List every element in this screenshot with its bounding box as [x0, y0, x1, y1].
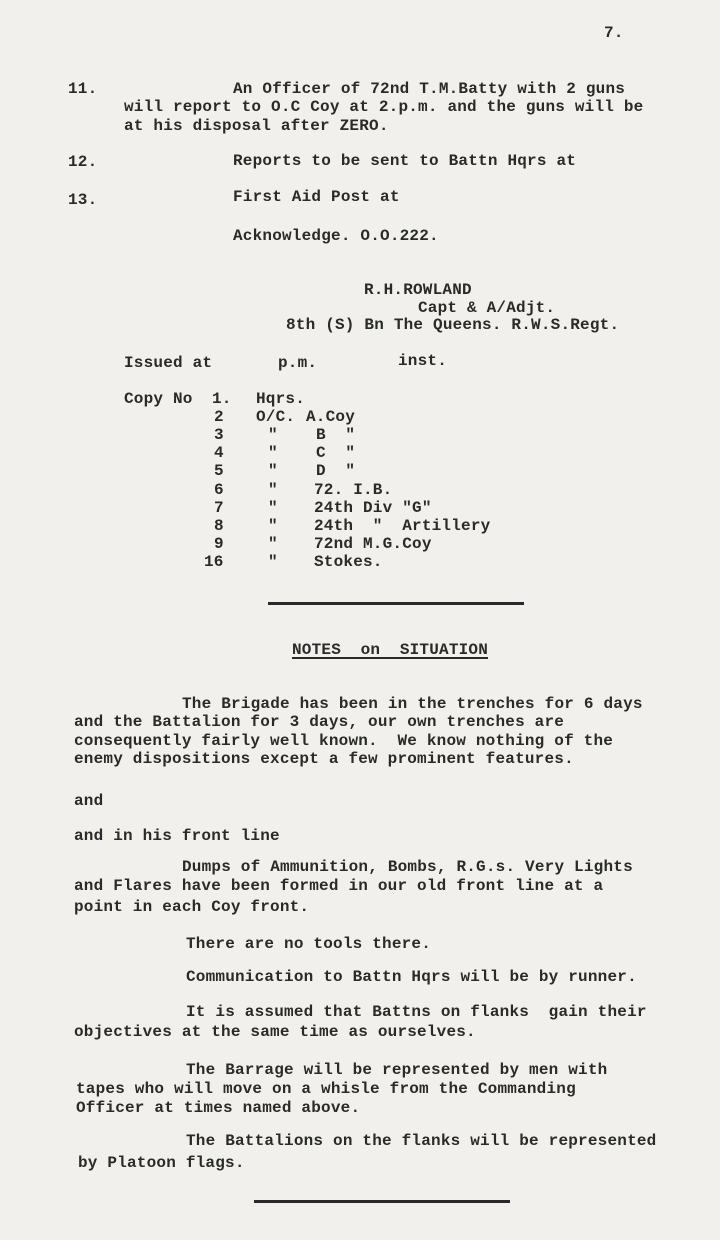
issued-label: Issued at — [124, 354, 213, 372]
copy-addressee: O/C. — [256, 408, 296, 426]
notes-line: and — [74, 792, 104, 810]
issued-pm: p.m. — [278, 354, 318, 372]
item-text: will report to O.C Coy at 2.p.m. and the guns will be — [124, 98, 644, 116]
copy-destination: 72nd M.G.Coy — [314, 535, 432, 553]
item-text: Reports to be sent to Battn Hqrs at — [233, 152, 577, 170]
item-number: 11. — [68, 80, 98, 98]
notes-paragraph: tapes who will move on a whisle from the Commanding — [76, 1080, 576, 1098]
copy-addressee: " — [268, 517, 278, 535]
signature-name: R.H.ROWLAND — [364, 281, 472, 299]
copy-addressee: " — [268, 426, 278, 444]
copy-number: 5 — [214, 462, 224, 480]
notes-paragraph: The Battalions on the flanks will be represented — [186, 1132, 657, 1150]
bottom-divider — [254, 1200, 510, 1203]
copy-number: 16 — [204, 553, 224, 571]
copy-destination: 72. I.B. — [314, 481, 393, 499]
notes-paragraph: Communication to Battn Hqrs will be by runner. — [186, 968, 637, 986]
notes-paragraph: by Platoon flags. — [78, 1154, 245, 1172]
copy-number: 6 — [214, 481, 224, 499]
copy-destination: A.Coy — [306, 408, 356, 426]
notes-line: and in his front line — [74, 827, 280, 845]
section-divider — [268, 602, 524, 605]
copy-label: Copy No — [124, 390, 193, 408]
copy-addressee: " — [268, 535, 278, 553]
signature-rank: Capt & A/Adjt. — [418, 299, 556, 317]
issued-inst: inst. — [398, 352, 448, 370]
item-number: 12. — [68, 153, 98, 171]
copy-destination: 24th " Artillery — [314, 517, 491, 535]
notes-paragraph: consequently fairly well known. We know nothing of the — [74, 732, 614, 750]
copy-addressee: " — [268, 481, 278, 499]
notes-paragraph: objectives at the same time as ourselves. — [74, 1023, 476, 1041]
notes-paragraph: and Flares have been formed in our old front line at a — [74, 877, 604, 895]
notes-paragraph: and the Battalion for 3 days, our own trenches are — [74, 713, 565, 731]
notes-paragraph: Officer at times named above. — [76, 1099, 361, 1117]
notes-paragraph: There are no tools there. — [186, 935, 432, 953]
item-text: at his disposal after ZERO. — [124, 117, 389, 135]
copy-number: 8 — [214, 517, 224, 535]
acknowledge-line: Acknowledge. O.O.222. — [233, 227, 439, 245]
copy-number: 3 — [214, 426, 224, 444]
copy-number: 1. — [212, 390, 232, 408]
notes-paragraph: It is assumed that Battns on flanks gain their — [186, 1003, 647, 1021]
page-number: 7. — [604, 24, 624, 42]
copy-destination: Hqrs. — [256, 390, 306, 408]
notes-paragraph: enemy dispositions except a few prominent features. — [74, 750, 574, 768]
copy-addressee: " — [268, 444, 278, 462]
copy-addressee: " — [268, 499, 278, 517]
copy-destination: D " — [316, 462, 356, 480]
copy-destination: B " — [316, 426, 356, 444]
copy-destination: 24th Div "G" — [314, 499, 432, 517]
item-number: 13. — [68, 191, 98, 209]
copy-destination: C " — [316, 444, 356, 462]
copy-number: 2 — [214, 408, 224, 426]
notes-paragraph: The Barrage will be represented by men with — [186, 1061, 608, 1079]
copy-number: 7 — [214, 499, 224, 517]
copy-number: 9 — [214, 535, 224, 553]
copy-number: 4 — [214, 444, 224, 462]
signature-unit: 8th (S) Bn The Queens. R.W.S.Regt. — [286, 316, 620, 334]
notes-paragraph: Dumps of Ammunition, Bombs, R.G.s. Very Lights — [182, 858, 633, 876]
copy-addressee: " — [268, 553, 278, 571]
item-text: First Aid Post at — [233, 188, 400, 206]
notes-paragraph: The Brigade has been in the trenches for 6 days — [182, 695, 643, 713]
item-text: An Officer of 72nd T.M.Batty with 2 guns — [233, 80, 626, 98]
notes-paragraph: point in each Coy front. — [74, 898, 310, 916]
copy-destination: Stokes. — [314, 553, 383, 571]
copy-addressee: " — [268, 462, 278, 480]
notes-heading: NOTES on SITUATION — [292, 641, 489, 659]
